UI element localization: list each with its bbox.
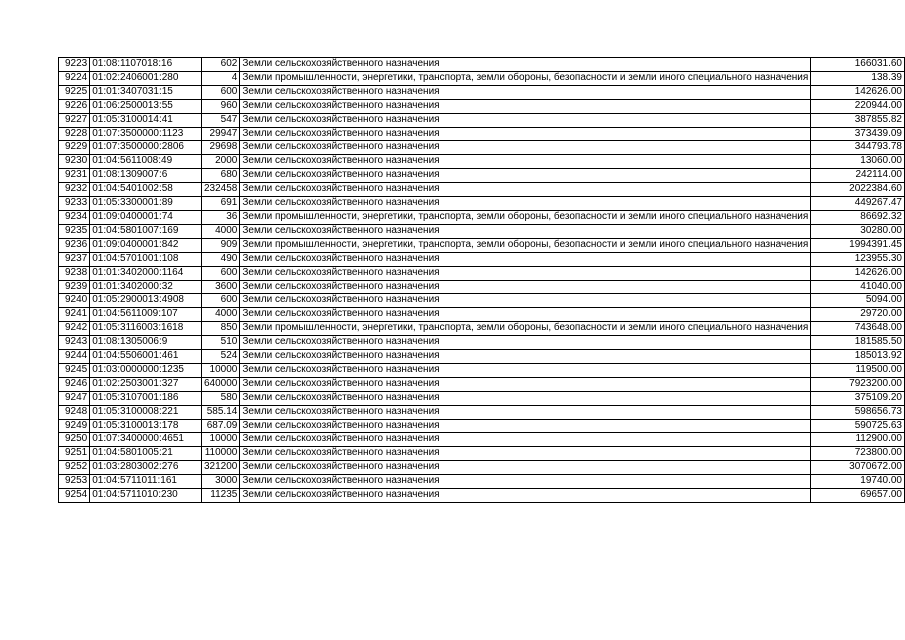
cadastral-number-cell: 01:05:3116003:1618 [90,322,202,336]
area-cell: 524 [201,350,239,364]
area-cell: 4 [201,71,239,85]
land-category-cell: Земли промышленности, энергетики, транспорта, земли обороны, безопасности и земли иного специального назначения [240,238,811,252]
area-cell: 29947 [201,127,239,141]
table-row [59,377,905,391]
land-category-cell: Земли сельскохозяйственного назначения [240,141,811,155]
row-number-cell: 9243 [59,336,90,350]
land-category-cell: Земли сельскохозяйственного назначения [240,447,811,461]
table-row [59,461,905,475]
cadastral-value-cell: 30280.00 [811,224,905,238]
cadastral-value-cell: 123955.30 [811,252,905,266]
table-row [59,58,905,72]
cadastral-value-cell: 743648.00 [811,322,905,336]
area-cell: 547 [201,113,239,127]
cadastral-number-cell: 01:01:3407031:15 [90,85,202,99]
area-cell: 29698 [201,141,239,155]
row-number-cell: 9251 [59,447,90,461]
table-row [59,419,905,433]
cadastral-number-cell: 01:04:5701001:108 [90,252,202,266]
area-cell: 680 [201,169,239,183]
land-category-cell: Земли сельскохозяйственного назначения [240,183,811,197]
table-row [59,363,905,377]
table-row [59,489,905,503]
cadastral-number-cell: 01:05:3100014:41 [90,113,202,127]
table-row [59,447,905,461]
cadastral-value-cell: 41040.00 [811,280,905,294]
area-cell: 850 [201,322,239,336]
row-number-cell: 9234 [59,210,90,224]
row-number-cell: 9242 [59,322,90,336]
area-cell: 600 [201,294,239,308]
land-category-cell: Земли сельскохозяйственного назначения [240,308,811,322]
table-row [59,475,905,489]
cadastral-number-cell: 01:04:5611008:49 [90,155,202,169]
area-cell: 10000 [201,363,239,377]
area-cell: 687.09 [201,419,239,433]
row-number-cell: 9245 [59,363,90,377]
table-row [59,155,905,169]
area-cell: 510 [201,336,239,350]
land-category-cell: Земли сельскохозяйственного назначения [240,419,811,433]
cadastral-number-cell: 01:07:3500000:1123 [90,127,202,141]
area-cell: 691 [201,197,239,211]
row-number-cell: 9226 [59,99,90,113]
cadastral-number-cell: 01:08:1305006:9 [90,336,202,350]
area-cell: 4000 [201,308,239,322]
land-category-cell: Земли сельскохозяйственного назначения [240,336,811,350]
table-row [59,405,905,419]
cadastral-value-cell: 7923200.00 [811,377,905,391]
area-cell: 232458 [201,183,239,197]
area-cell: 36 [201,210,239,224]
land-category-cell: Земли сельскохозяйственного назначения [240,405,811,419]
cadastral-value-cell: 723800.00 [811,447,905,461]
land-category-cell: Земли сельскохозяйственного назначения [240,169,811,183]
land-category-cell: Земли сельскохозяйственного назначения [240,113,811,127]
table-row [59,210,905,224]
row-number-cell: 9230 [59,155,90,169]
land-category-cell: Земли сельскохозяйственного назначения [240,489,811,503]
land-category-cell: Земли промышленности, энергетики, транспорта, земли обороны, безопасности и земли иного специального назначения [240,71,811,85]
table-row [59,238,905,252]
area-cell: 580 [201,391,239,405]
land-category-cell: Земли сельскохозяйственного назначения [240,197,811,211]
cadastral-value-cell: 69657.00 [811,489,905,503]
cadastral-value-cell: 181585.50 [811,336,905,350]
row-number-cell: 9227 [59,113,90,127]
land-category-cell: Земли сельскохозяйственного назначения [240,294,811,308]
land-category-cell: Земли сельскохозяйственного назначения [240,127,811,141]
row-number-cell: 9225 [59,85,90,99]
cadastral-number-cell: 01:01:3402000:32 [90,280,202,294]
land-category-cell: Земли сельскохозяйственного назначения [240,433,811,447]
cadastral-number-cell: 01:04:5711011:161 [90,475,202,489]
cadastral-number-cell: 01:04:5506001:461 [90,350,202,364]
cadastral-value-cell: 242114.00 [811,169,905,183]
land-category-cell: Земли сельскохозяйственного назначения [240,224,811,238]
cadastral-value-cell: 142626.00 [811,266,905,280]
table-row [59,197,905,211]
row-number-cell: 9238 [59,266,90,280]
cadastral-number-cell: 01:04:5711010:230 [90,489,202,503]
cadastral-value-cell: 2022384.60 [811,183,905,197]
land-plots-table [58,57,905,503]
table-row [59,266,905,280]
table-row [59,433,905,447]
row-number-cell: 9236 [59,238,90,252]
table-row [59,308,905,322]
land-category-cell: Земли сельскохозяйственного назначения [240,252,811,266]
cadastral-number-cell: 01:01:3402000:1164 [90,266,202,280]
area-cell: 11235 [201,489,239,503]
row-number-cell: 9235 [59,224,90,238]
cadastral-value-cell: 112900.00 [811,433,905,447]
land-category-cell: Земли сельскохозяйственного назначения [240,58,811,72]
land-category-cell: Земли сельскохозяйственного назначения [240,461,811,475]
cadastral-value-cell: 220944.00 [811,99,905,113]
cadastral-number-cell: 01:08:1309007:6 [90,169,202,183]
cadastral-number-cell: 01:04:5801005:21 [90,447,202,461]
cadastral-value-cell: 5094.00 [811,294,905,308]
cadastral-number-cell: 01:02:2503001:327 [90,377,202,391]
cadastral-value-cell: 373439.09 [811,127,905,141]
cadastral-number-cell: 01:03:0000000:1235 [90,363,202,377]
cadastral-value-cell: 138.39 [811,71,905,85]
cadastral-number-cell: 01:02:2406001:280 [90,71,202,85]
table-row [59,350,905,364]
row-number-cell: 9248 [59,405,90,419]
table-row [59,85,905,99]
land-category-cell: Земли промышленности, энергетики, транспорта, земли обороны, безопасности и земли иного специального назначения [240,322,811,336]
row-number-cell: 9254 [59,489,90,503]
land-category-cell: Земли сельскохозяйственного назначения [240,475,811,489]
area-cell: 3000 [201,475,239,489]
row-number-cell: 9228 [59,127,90,141]
table-row [59,71,905,85]
cadastral-number-cell: 01:04:5801007:169 [90,224,202,238]
row-number-cell: 9241 [59,308,90,322]
cadastral-value-cell: 185013.92 [811,350,905,364]
cadastral-value-cell: 449267.47 [811,197,905,211]
area-cell: 640000 [201,377,239,391]
row-number-cell: 9246 [59,377,90,391]
area-cell: 2000 [201,155,239,169]
table-row [59,224,905,238]
area-cell: 585.14 [201,405,239,419]
cadastral-value-cell: 119500.00 [811,363,905,377]
table-row [59,280,905,294]
land-category-cell: Земли сельскохозяйственного назначения [240,363,811,377]
cadastral-value-cell: 13060.00 [811,155,905,169]
cadastral-number-cell: 01:05:3300001:89 [90,197,202,211]
cadastral-value-cell: 344793.78 [811,141,905,155]
area-cell: 4000 [201,224,239,238]
land-category-cell: Земли сельскохозяйственного назначения [240,391,811,405]
row-number-cell: 9247 [59,391,90,405]
cadastral-value-cell: 598656.73 [811,405,905,419]
cadastral-number-cell: 01:09:0400001:74 [90,210,202,224]
cadastral-number-cell: 01:09:0400001:842 [90,238,202,252]
area-cell: 10000 [201,433,239,447]
row-number-cell: 9250 [59,433,90,447]
table-row [59,127,905,141]
row-number-cell: 9249 [59,419,90,433]
row-number-cell: 9237 [59,252,90,266]
cadastral-number-cell: 01:08:1107018:16 [90,58,202,72]
area-cell: 321200 [201,461,239,475]
row-number-cell: 9233 [59,197,90,211]
table-row [59,336,905,350]
cadastral-number-cell: 01:05:3107001:186 [90,391,202,405]
land-category-cell: Земли сельскохозяйственного назначения [240,350,811,364]
row-number-cell: 9232 [59,183,90,197]
area-cell: 490 [201,252,239,266]
cadastral-value-cell: 590725.63 [811,419,905,433]
area-cell: 600 [201,266,239,280]
table-row [59,294,905,308]
cadastral-value-cell: 86692.32 [811,210,905,224]
land-category-cell: Земли сельскохозяйственного назначения [240,155,811,169]
table-row [59,113,905,127]
cadastral-value-cell: 29720.00 [811,308,905,322]
table-row [59,99,905,113]
area-cell: 960 [201,99,239,113]
row-number-cell: 9240 [59,294,90,308]
row-number-cell: 9252 [59,461,90,475]
cadastral-number-cell: 01:06:2500013:55 [90,99,202,113]
table-body [59,58,905,503]
cadastral-number-cell: 01:04:5611009:107 [90,308,202,322]
land-category-cell: Земли сельскохозяйственного назначения [240,377,811,391]
area-cell: 909 [201,238,239,252]
row-number-cell: 9244 [59,350,90,364]
cadastral-value-cell: 375109.20 [811,391,905,405]
cadastral-number-cell: 01:05:3100013:178 [90,419,202,433]
table-row [59,252,905,266]
table-row [59,391,905,405]
land-category-cell: Земли сельскохозяйственного назначения [240,280,811,294]
cadastral-value-cell: 3070672.00 [811,461,905,475]
cadastral-number-cell: 01:05:3100008:221 [90,405,202,419]
row-number-cell: 9224 [59,71,90,85]
cadastral-number-cell: 01:05:2900013:4908 [90,294,202,308]
table-row [59,322,905,336]
land-category-cell: Земли промышленности, энергетики, транспорта, земли обороны, безопасности и земли иного специального назначения [240,210,811,224]
cadastral-value-cell: 1994391.45 [811,238,905,252]
cadastral-value-cell: 166031.60 [811,58,905,72]
land-category-cell: Земли сельскохозяйственного назначения [240,85,811,99]
area-cell: 602 [201,58,239,72]
row-number-cell: 9229 [59,141,90,155]
row-number-cell: 9239 [59,280,90,294]
area-cell: 3600 [201,280,239,294]
area-cell: 600 [201,85,239,99]
cadastral-number-cell: 01:07:3500000:2806 [90,141,202,155]
cadastral-number-cell: 01:03:2803002:276 [90,461,202,475]
cadastral-number-cell: 01:07:3400000:4651 [90,433,202,447]
land-category-cell: Земли сельскохозяйственного назначения [240,99,811,113]
cadastral-value-cell: 142626.00 [811,85,905,99]
cadastral-number-cell: 01:04:5401002:58 [90,183,202,197]
row-number-cell: 9231 [59,169,90,183]
row-number-cell: 9223 [59,58,90,72]
cadastral-value-cell: 387855.82 [811,113,905,127]
area-cell: 110000 [201,447,239,461]
table-row [59,183,905,197]
table-row [59,169,905,183]
table-row [59,141,905,155]
cadastral-value-cell: 19740.00 [811,475,905,489]
row-number-cell: 9253 [59,475,90,489]
land-category-cell: Земли сельскохозяйственного назначения [240,266,811,280]
